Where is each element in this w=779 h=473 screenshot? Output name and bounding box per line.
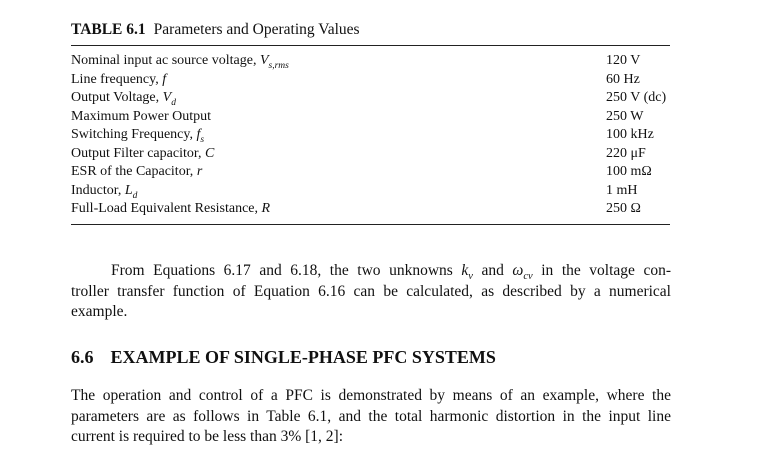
param-name: Line frequency, f	[71, 71, 167, 87]
param-value: 250 W	[606, 108, 644, 124]
param-value: 60 Hz	[606, 71, 640, 87]
table-row	[71, 163, 670, 182]
param-value: 120 V	[606, 53, 641, 68]
body-paragraph-equations	[71, 261, 671, 323]
table-bottom-rule	[71, 224, 670, 225]
paragraph-line: troller transfer function of Equation 6.16 can be calculated, as described by a numerical	[71, 282, 671, 300]
paragraph-line: From Equations 6.17 and 6.18, the two unknowns $k_v$ and $\omega_{cv}$ in the voltage con-	[111, 262, 672, 283]
param-value: 250 Ω	[606, 201, 641, 216]
section-heading	[71, 345, 496, 369]
param-name: Output Voltage, $V_d$	[71, 90, 176, 108]
table-title: Parameters and Operating Values	[153, 21, 360, 38]
paragraph-line: parameters are as follows in Table 6.1, and the total harmonic distortion in the input line	[71, 407, 671, 425]
table-row	[71, 89, 670, 108]
section-number: 6.6	[71, 347, 94, 367]
paragraph-line: current is required to be less than 3% [1, 2]:	[71, 428, 344, 445]
param-name: Inductor, $L_d$	[71, 182, 138, 201]
table-label: TABLE 6.1	[71, 21, 146, 38]
param-name: Switching Frequency, $f_s$	[71, 127, 205, 145]
table-row	[71, 145, 670, 164]
param-name: Maximum Power Output	[71, 108, 211, 124]
param-value: 100 kHz	[606, 127, 654, 142]
param-value: 220 μF	[606, 145, 646, 161]
param-name: ESR of the Capacitor, r	[71, 164, 203, 179]
param-name: Output Filter capacitor, C	[71, 145, 215, 161]
table-top-rule	[71, 45, 670, 46]
section-title: EXAMPLE OF SINGLE-PHASE PFC SYSTEMS	[110, 347, 496, 367]
paragraph-line: The operation and control of a PFC is demonstrated by means of an example, where the	[71, 387, 671, 404]
param-value: 1 mH	[606, 182, 638, 198]
param-name: Nominal input ac source voltage, $V_{s,rms}$	[71, 53, 289, 71]
param-name: Full-Load Equivalent Resistance, R	[71, 201, 271, 216]
table-caption	[71, 20, 360, 40]
table-row	[71, 126, 670, 145]
paragraph-line: example.	[71, 303, 128, 320]
param-value: 100 mΩ	[606, 164, 652, 179]
table-row	[71, 182, 670, 201]
table-row	[71, 108, 670, 127]
table-row	[71, 52, 670, 71]
param-value: 250 V (dc)	[606, 90, 667, 105]
table-row	[71, 71, 670, 90]
body-paragraph-example	[71, 386, 671, 448]
parameters-table	[71, 52, 670, 219]
table-row	[71, 200, 670, 219]
